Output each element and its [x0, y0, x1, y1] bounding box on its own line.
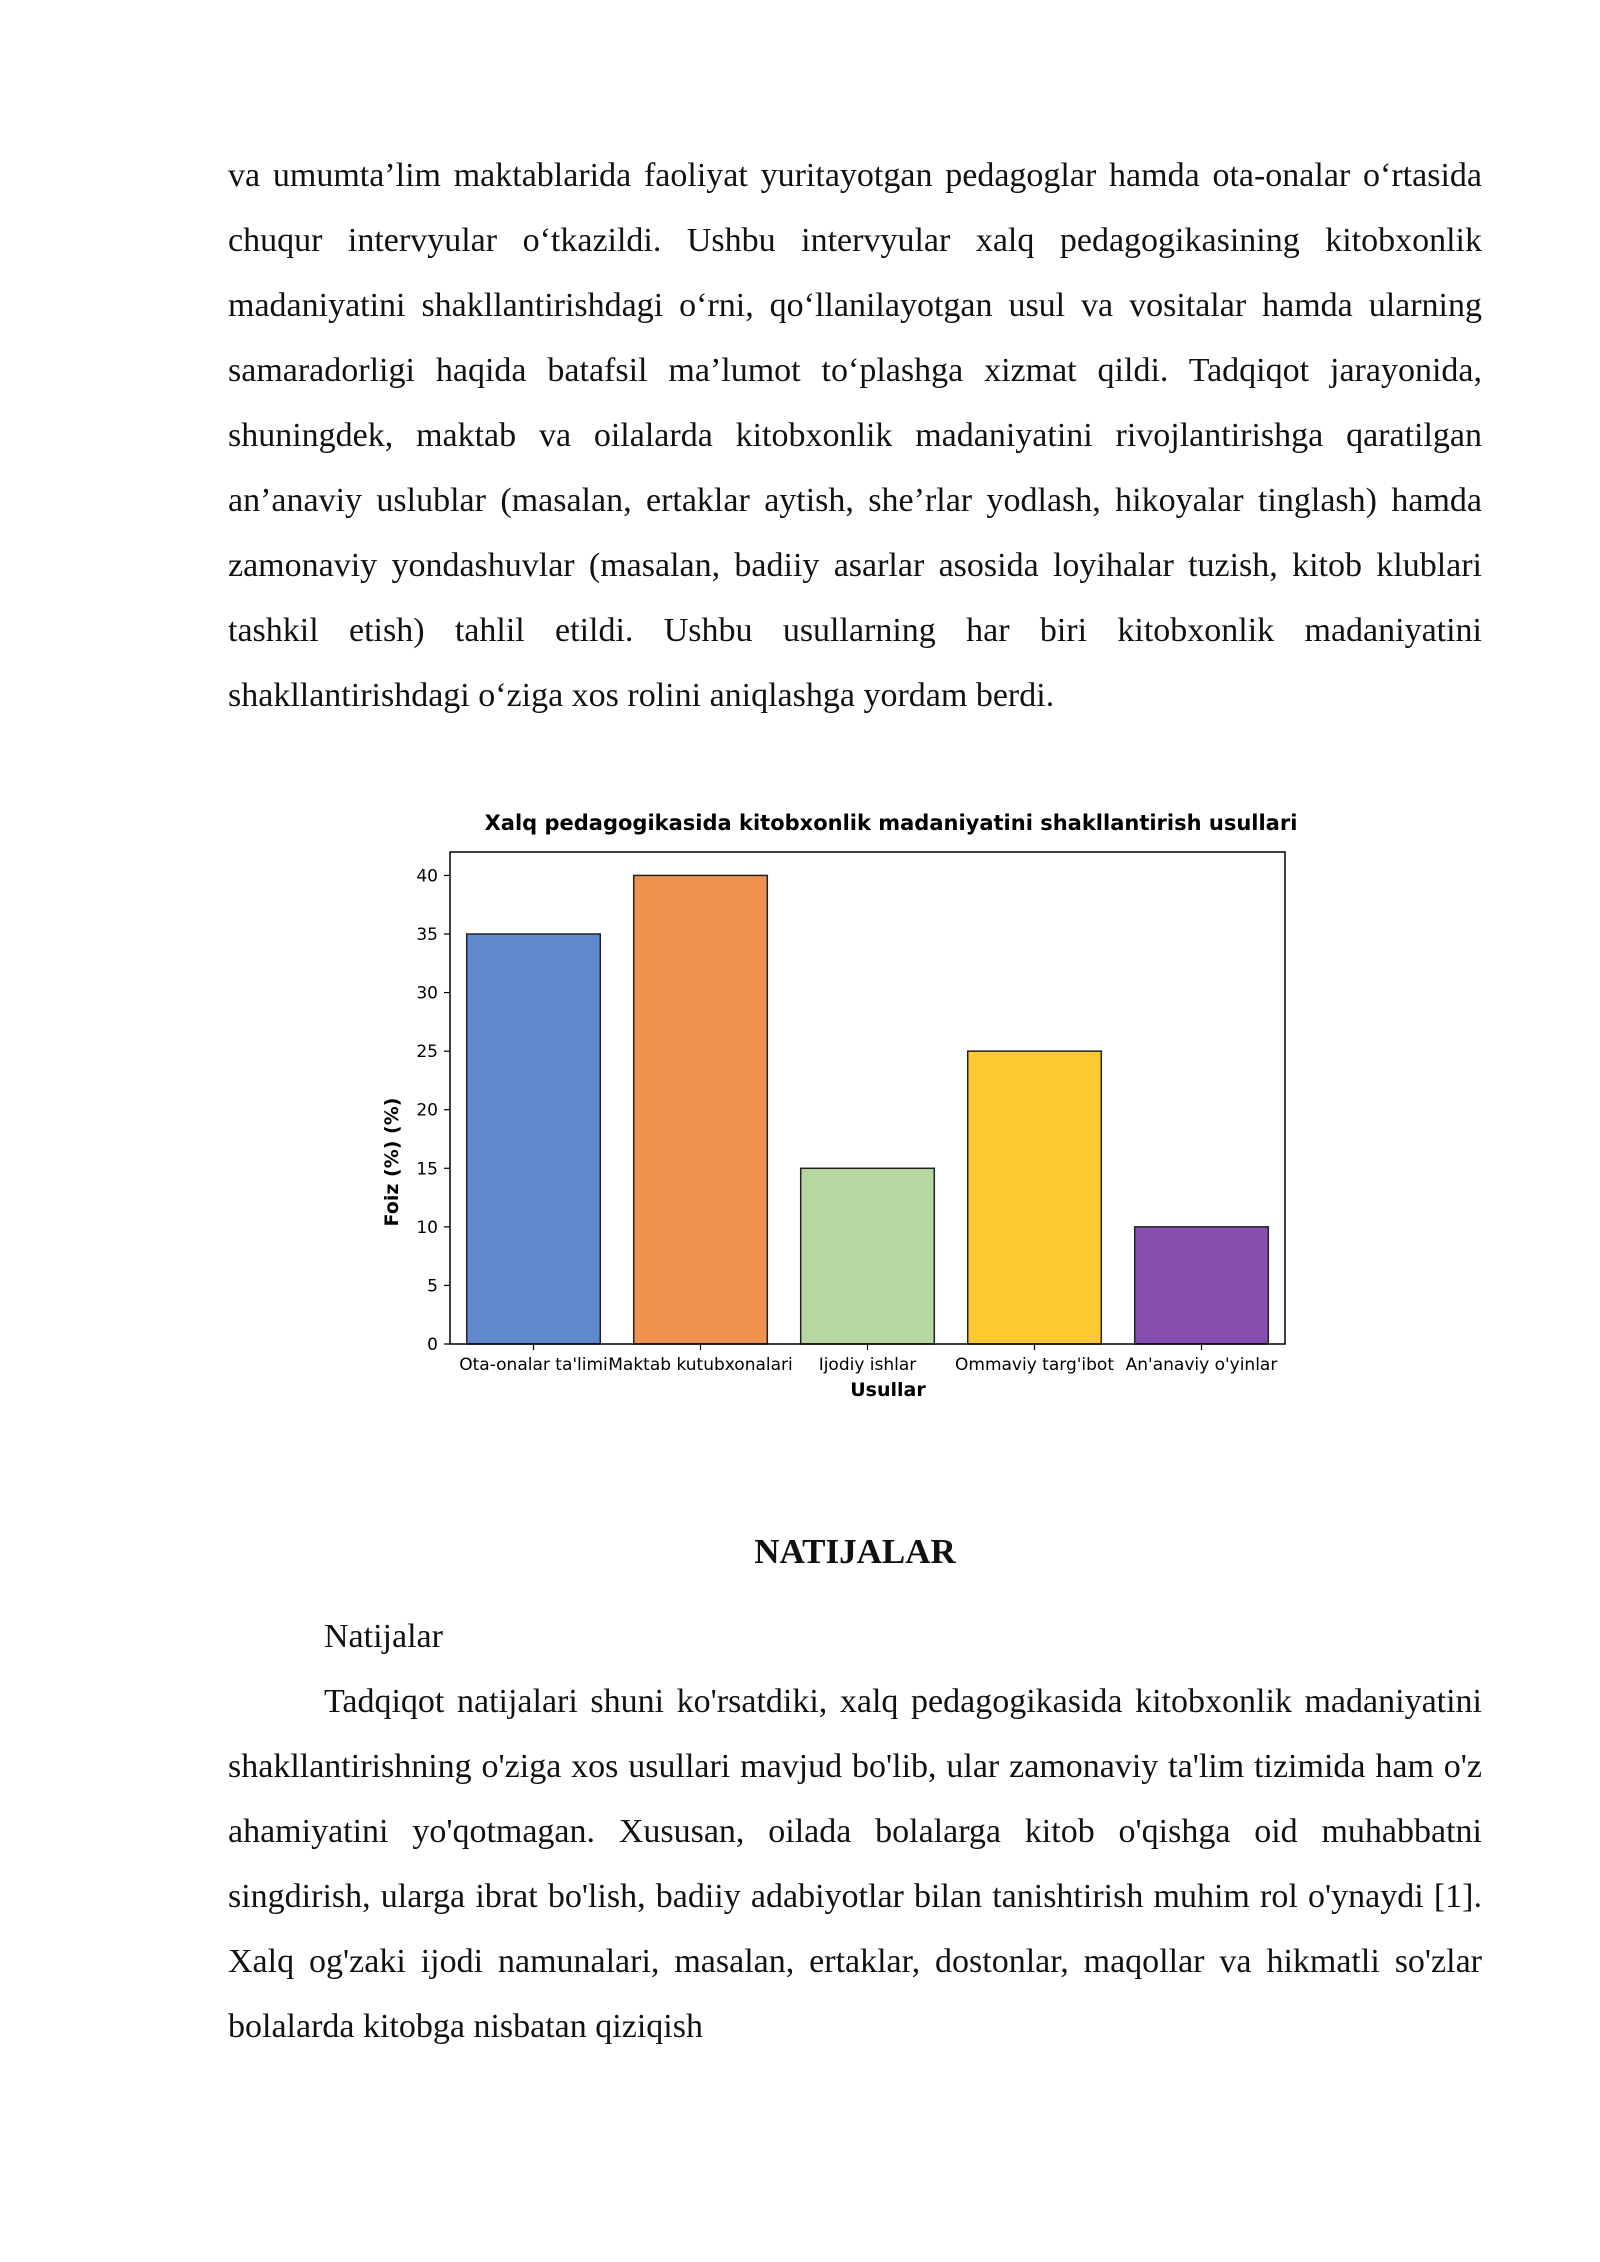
- x-tick-label-1: Maktab kutubxonalari: [608, 1355, 793, 1375]
- bar-0: [467, 934, 601, 1344]
- y-axis-label: Foiz (%) (%): [381, 1097, 403, 1227]
- y-tick-label-3: 15: [416, 1159, 438, 1180]
- y-tick-label-1: 5: [427, 1276, 438, 1297]
- bar-chart-svg: [365, 800, 1325, 1420]
- y-tick-label-2: 10: [416, 1217, 438, 1238]
- y-tick-label-0: 0: [427, 1335, 438, 1355]
- x-tick-label-2: Ijodiy ishlar: [818, 1355, 917, 1375]
- x-tick-label-0: Ota-onalar ta'limi: [459, 1355, 608, 1375]
- y-tick-label-5: 25: [416, 1042, 438, 1063]
- y-tick-label-8: 40: [416, 866, 438, 887]
- bar-2: [801, 1168, 935, 1344]
- section-heading: NATIJALAR: [754, 1532, 956, 1571]
- y-tick-label-7: 35: [416, 925, 438, 945]
- bar-1: [634, 875, 768, 1344]
- chart-bars: [467, 875, 1269, 1344]
- chart-title: Xalq pedagogikasida kitobxonlik madaniyatini shakllantirish usullari: [484, 811, 1298, 835]
- y-axis: [416, 866, 450, 1355]
- x-tick-label-3: Ommaviy targ'ibot: [955, 1355, 1114, 1375]
- body-paragraph-2: Tadqiqot natijalari shuni ko'rsatdiki, xalq pedagogikasida kitobxonlik madaniyatini shakllantirishning o'ziga xos usullari mavjud bo'lib, ular zamonaviy ta'lim tizimida ham o'z ahamiyatini yo'qotmagan. Xususan, oilada bolalarga kitob o'qishga oid muhabbatni singdirish, ularga ibrat bo'lish, badiiy adabiyotlar bilan tanishtirish muhim rol o'ynaydi [1]. Xalq og'zaki ijodi namunalari, masalan, ertaklar, dostonlar, maqollar va hikmatli so'zlar bolalarda kitobga nisbatan qiziqish: [228, 1683, 1482, 2045]
- subheading: Natijalar: [324, 1618, 443, 1655]
- x-axis-label: Usullar: [850, 1379, 926, 1401]
- x-tick-label-4: An'anaviy o'yinlar: [1125, 1355, 1278, 1375]
- bar-3: [968, 1051, 1102, 1344]
- bar-chart: [365, 800, 1325, 1420]
- y-tick-label-4: 20: [416, 1100, 438, 1121]
- body-paragraph-1: va umumta’lim maktablarida faoliyat yuritayotgan pedagoglar hamda ota-onalar o‘rtasida chuqur intervyular o‘tkazildi. Ushbu intervyular xalq pedagogikasining kitobxonlik madaniyatini shakllantirishdagi o‘rni, qo‘llanilayotgan usul va vositalar hamda ularning samaradorligi haqida batafsil ma’lumot to‘plashga xizmat qildi. Tadqiqot jarayonida, shuningdek, maktab va oilalarda kitobxonlik madaniyatini rivojlantirishga qaratilgan an’anaviy uslublar (masalan, ertaklar aytish, she’rlar yodlash, hikoyalar tinglash) hamda zamonaviy yondashuvlar (masalan, badiiy asarlar asosida loyihalar tuzish, kitob klublari tashkil etish) tahlil etildi. Ushbu usullarning har biri kitobxonlik madaniyatini shakllantirishdagi o‘ziga xos rolini aniqlashga yordam berdi.: [228, 157, 1482, 714]
- bar-4: [1135, 1227, 1269, 1344]
- x-axis: [459, 1344, 1277, 1375]
- y-tick-label-6: 30: [416, 983, 438, 1004]
